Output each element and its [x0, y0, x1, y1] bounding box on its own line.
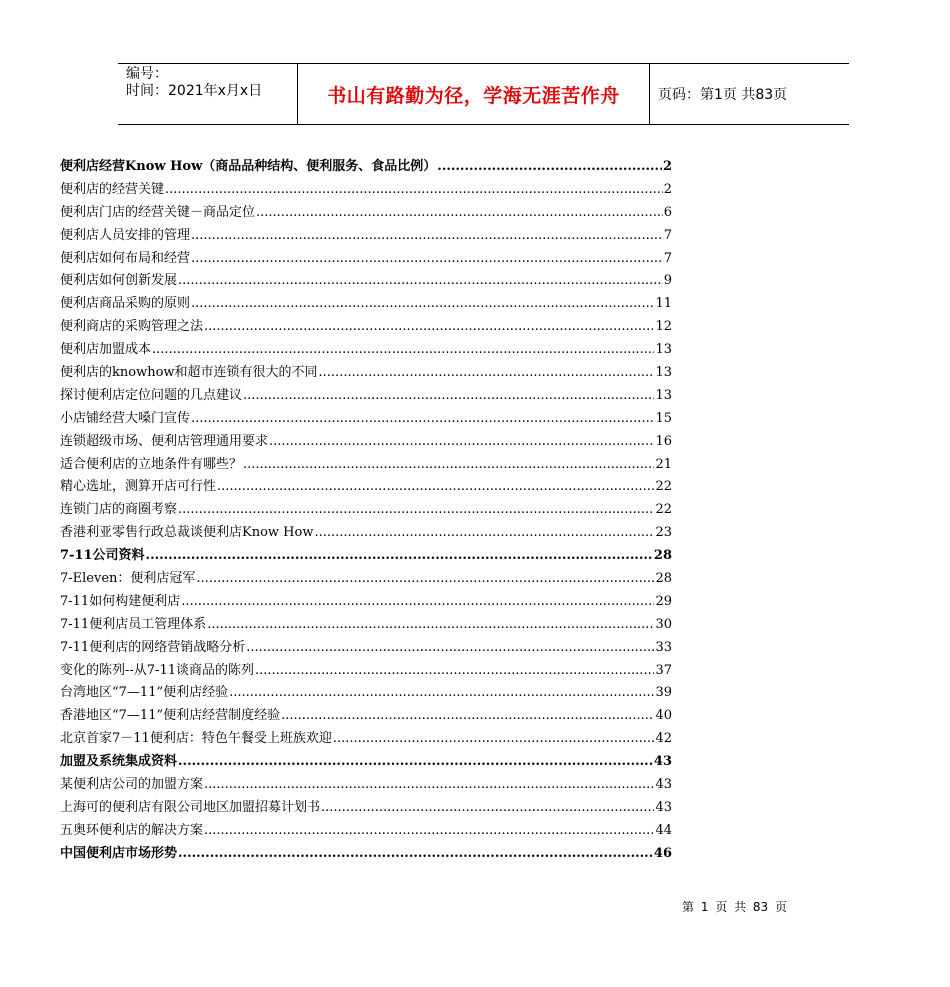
header-time-label: 时间：2021年x月x日: [126, 83, 263, 99]
toc-entry-title: 便利店加盟成本: [60, 342, 152, 358]
toc-leader-dots: [256, 205, 663, 220]
header-meta: [118, 64, 298, 124]
toc-entry[interactable]: [60, 796, 672, 819]
toc-leader-dots: [217, 479, 654, 494]
toc-entry[interactable]: [60, 292, 672, 315]
page-footer: 第 1 页 共 83 页: [682, 900, 787, 914]
toc-entry-page: 33: [655, 639, 672, 655]
toc-entry-page: 40: [655, 708, 672, 724]
toc-entry-title: 香港地区“7—11”便利店经营制度经验: [60, 708, 281, 724]
toc-entry-page: 43: [655, 799, 672, 815]
toc-leader-dots: [181, 594, 654, 609]
toc-entry[interactable]: [60, 338, 672, 361]
toc-entry-title: 便利店的knowhow和超市连锁有很大的不同: [60, 365, 318, 381]
toc-entry-page: 39: [655, 685, 672, 701]
toc-leader-dots: [246, 640, 654, 655]
toc-entry[interactable]: [60, 224, 672, 247]
toc-leader-dots: [191, 411, 654, 426]
toc-entry-title: 便利店的经营关键: [60, 181, 165, 197]
toc-entry-page: 23: [655, 525, 672, 541]
toc-entry-page: 43: [655, 777, 672, 793]
toc-entry[interactable]: [60, 453, 672, 476]
toc-entry[interactable]: [60, 704, 672, 727]
toc-leader-dots: [191, 228, 663, 243]
toc-leader-dots: [178, 502, 654, 517]
toc-entry[interactable]: [60, 544, 672, 567]
toc-entry-title: 北京首家7－11便利店：特色午餐受上班族欢迎: [60, 731, 332, 747]
toc-entry-page: 42: [655, 731, 672, 747]
toc-leader-dots: [178, 846, 653, 861]
toc-entry-page: 15: [655, 410, 672, 426]
toc-entry-page: 9: [663, 273, 672, 289]
toc-leader-dots: [207, 617, 654, 632]
toc-entry[interactable]: [60, 361, 672, 384]
toc-leader-dots: [196, 571, 654, 586]
toc-entry-page: 6: [663, 204, 672, 220]
table-of-contents: [60, 155, 672, 865]
toc-leader-dots: [204, 319, 654, 334]
toc-entry-title: 7-11便利店员工管理体系: [60, 616, 207, 632]
toc-entry[interactable]: [60, 590, 672, 613]
toc-entry[interactable]: [60, 842, 672, 865]
toc-entry-title: 便利店门店的经营关键－商品定位: [60, 204, 256, 220]
toc-entry-title: 7-11便利店的网络营销战略分析: [60, 639, 246, 655]
toc-entry-page: 22: [655, 502, 672, 518]
toc-entry-page: 21: [655, 456, 672, 472]
toc-entry-title: 便利店如何布局和经营: [60, 250, 191, 266]
toc-entry-page: 46: [653, 845, 672, 861]
toc-entry-page: 2: [663, 181, 672, 197]
toc-entry-page: 37: [655, 662, 672, 678]
toc-entry-title: 便利店经营Know How（商品品种结构、便利服务、食品比例）: [60, 159, 437, 174]
toc-leader-dots: [243, 457, 654, 472]
toc-entry-page: 30: [655, 616, 672, 632]
toc-entry[interactable]: [60, 819, 672, 842]
toc-entry-page: 44: [655, 822, 672, 838]
toc-leader-dots: [204, 823, 654, 838]
toc-entry-page: 22: [655, 479, 672, 495]
toc-entry-title: 连锁超级市场、便利店管理通用要求: [60, 433, 269, 449]
toc-entry[interactable]: [60, 407, 672, 430]
toc-entry-page: 28: [653, 548, 672, 564]
toc-entry-page: 28: [655, 571, 672, 587]
toc-leader-dots: [178, 754, 653, 769]
toc-entry[interactable]: [60, 773, 672, 796]
toc-entry[interactable]: [60, 613, 672, 636]
toc-entry-title: 中国便利店市场形势: [60, 845, 178, 861]
toc-leader-dots: [165, 182, 663, 197]
toc-leader-dots: [146, 548, 653, 563]
toc-entry-title: 便利店如何创新发展: [60, 273, 178, 289]
toc-entry-title: 便利店商品采购的原则: [60, 296, 191, 312]
toc-leader-dots: [319, 365, 655, 380]
header-motto: 书山有路勤为径，学海无涯苦作舟: [298, 64, 650, 124]
toc-entry-title: 变化的陈列--从7-11谈商品的陈列: [60, 662, 254, 678]
toc-entry-page: 12: [655, 319, 672, 335]
toc-entry[interactable]: [60, 659, 672, 682]
toc-entry-page: 7: [663, 250, 672, 266]
toc-entry-page: 13: [655, 365, 672, 381]
header-number-label: 编号：: [126, 66, 168, 82]
toc-entry-title: 香港利亚零售行政总裁谈便利店Know How: [60, 525, 314, 541]
toc-entry[interactable]: [60, 384, 672, 407]
toc-entry[interactable]: [60, 521, 672, 544]
toc-entry-page: 7: [663, 227, 672, 243]
toc-leader-dots: [333, 731, 655, 746]
toc-entry-title: 7-11公司资料: [60, 548, 145, 564]
toc-entry-page: 11: [655, 296, 672, 312]
toc-entry-title: 精心选址，测算开店可行性: [60, 479, 217, 495]
toc-entry-page: 43: [653, 754, 672, 770]
toc-entry-page: 16: [655, 433, 672, 449]
toc-leader-dots: [269, 434, 654, 449]
toc-entry-title: 便利商店的采购管理之法: [60, 319, 204, 335]
toc-entry-title: 台湾地区“7—11”便利店经验: [60, 685, 229, 701]
toc-entry-page: 13: [655, 342, 672, 358]
header-page-info: 页码：第1页 共83页: [658, 87, 788, 103]
toc-entry-title: 探讨便利店定位问题的几点建议: [60, 387, 243, 403]
toc-entry-title: 便利店人员安排的管理: [60, 227, 191, 243]
toc-leader-dots: [437, 159, 662, 174]
toc-entry-title: 7-Eleven：便利店冠军: [60, 571, 196, 587]
toc-leader-dots: [314, 525, 654, 540]
toc-entry-title: 某便利店公司的加盟方案: [60, 777, 204, 793]
page-header: [118, 63, 849, 125]
toc-leader-dots: [191, 251, 663, 266]
toc-entry-title: 连锁门店的商圈考察: [60, 502, 178, 518]
toc-entry-page: 13: [655, 387, 672, 403]
toc-entry-title: 上海可的便利店有限公司地区加盟招募计划书: [60, 799, 321, 815]
toc-entry-title: 适合便利店的立地条件有哪些？: [60, 456, 243, 472]
toc-entry[interactable]: [60, 681, 672, 704]
toc-entry[interactable]: [60, 430, 672, 453]
toc-entry[interactable]: [60, 178, 672, 201]
toc-entry[interactable]: [60, 315, 672, 338]
toc-entry-title: 加盟及系统集成资料: [60, 754, 178, 770]
toc-leader-dots: [281, 708, 654, 723]
toc-leader-dots: [178, 273, 663, 288]
toc-entry[interactable]: [60, 269, 672, 292]
toc-entry-page: 2: [662, 159, 672, 174]
toc-entry-title: 7-11如何构建便利店: [60, 593, 181, 609]
toc-entry[interactable]: [60, 155, 672, 178]
toc-leader-dots: [255, 663, 654, 678]
toc-entry[interactable]: [60, 247, 672, 270]
toc-leader-dots: [204, 777, 654, 792]
toc-entry-title: 五奥环便利店的解决方案: [60, 822, 204, 838]
toc-leader-dots: [191, 296, 654, 311]
toc-entry[interactable]: [60, 201, 672, 224]
toc-entry[interactable]: [60, 567, 672, 590]
toc-entry[interactable]: [60, 750, 672, 773]
toc-leader-dots: [321, 800, 654, 815]
toc-entry[interactable]: [60, 727, 672, 750]
toc-entry[interactable]: [60, 498, 672, 521]
toc-leader-dots: [229, 685, 654, 700]
toc-entry-page: 29: [655, 593, 672, 609]
toc-entry[interactable]: [60, 636, 672, 659]
toc-leader-dots: [243, 388, 654, 403]
toc-leader-dots: [152, 342, 654, 357]
toc-entry[interactable]: [60, 475, 672, 498]
toc-entry-title: 小店铺经营大嗓门宣传: [60, 410, 191, 426]
